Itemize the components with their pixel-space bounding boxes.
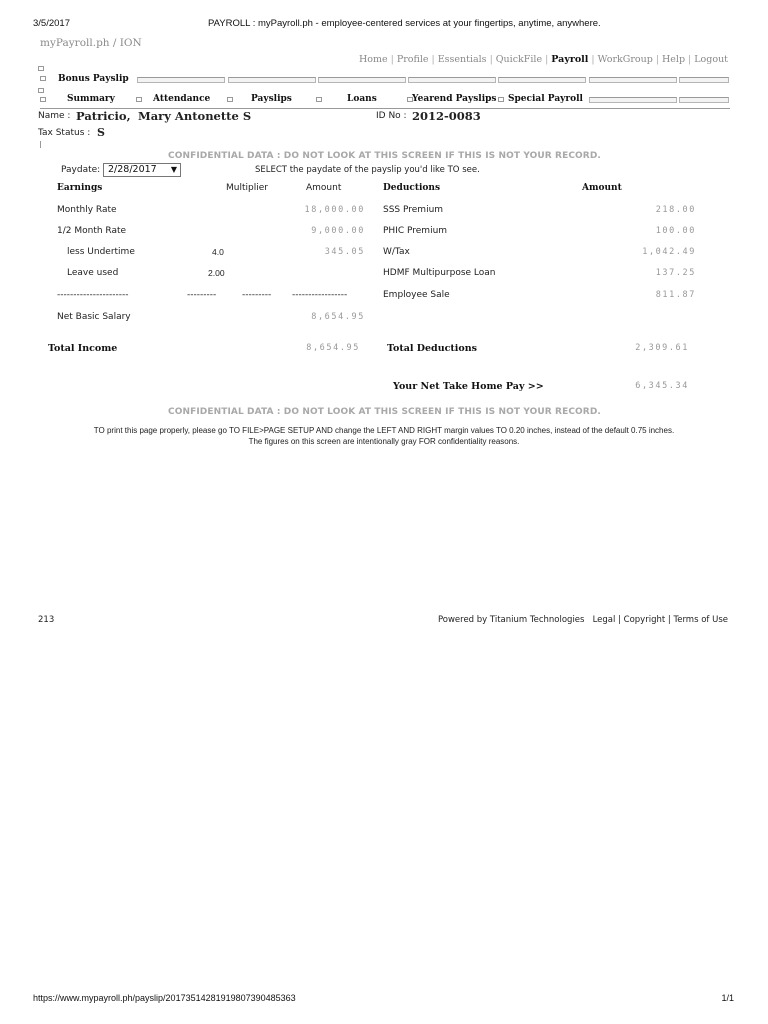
tab-payslips[interactable]: Payslips (251, 94, 292, 104)
paydate-hint: SELECT the paydate of the payslip you'd like TO see. (255, 165, 480, 175)
earnings-header: Earnings (57, 183, 103, 193)
menu-stub (679, 97, 729, 103)
deduction-amount: 100.00 (655, 226, 696, 236)
separator-dashes: --------- (242, 290, 272, 300)
earnings-label: less Undertime (67, 247, 135, 257)
tab-bullet-icon (227, 97, 233, 102)
multiplier-header: Multiplier (226, 183, 268, 193)
net-basic-salary-label: Net Basic Salary (57, 312, 131, 322)
deduction-label: HDMF Multipurpose Loan (383, 268, 496, 278)
net-take-home-label: Your Net Take Home Pay >> (393, 381, 544, 392)
deduction-label: SSS Premium (383, 205, 444, 215)
nav-home[interactable]: Home (359, 54, 388, 65)
footer-link-terms[interactable]: Terms of Use (673, 615, 728, 625)
powered-by-text: Powered by Titanium Technologies (437, 615, 585, 625)
employee-surname: Patricio, (76, 109, 131, 123)
deduction-label: PHIC Premium (383, 226, 448, 236)
footer-links (438, 615, 728, 625)
menu-stub (408, 77, 496, 83)
brand-logo: myPayroll.ph / ION (40, 37, 142, 49)
separator-dashes: ---------------------- (57, 290, 129, 300)
broken-image-icon (38, 66, 44, 71)
earnings-amount: 18,000.00 (304, 205, 365, 215)
nav-payroll[interactable]: Payroll (551, 54, 589, 65)
tax-status-label: Tax Status : (38, 128, 91, 138)
tab-attendance[interactable]: Attendance (153, 94, 211, 104)
footer-separator: | (667, 615, 671, 625)
employee-id-label: ID No : (376, 111, 407, 121)
deductions-header: Deductions (383, 183, 441, 193)
paydate-select[interactable] (103, 163, 181, 177)
total-income-value: 8,654.95 (306, 343, 360, 353)
deductions-amount-header: Amount (582, 183, 622, 193)
earnings-amount-header: Amount (306, 183, 342, 193)
tab-summary[interactable]: Summary (67, 94, 115, 104)
deduction-label: Employee Sale (383, 290, 450, 300)
earnings-multiplier: 4.0 (212, 247, 224, 257)
total-deductions-label: Total Deductions (387, 343, 477, 354)
tab-bullet-icon (316, 97, 322, 102)
earnings-amount: 9,000.00 (311, 226, 365, 236)
broken-image-icon (38, 88, 44, 93)
employee-id-value: 2012-0083 (412, 109, 481, 123)
earnings-label: Monthly Rate (57, 205, 117, 215)
nav-profile[interactable]: Profile (396, 54, 429, 65)
print-url: https://www.mypayroll.ph/payslip/20173514281919807390485363 (33, 993, 296, 1003)
nav-quickfile[interactable]: QuickFile (495, 54, 543, 65)
print-page-number: 1/1 (721, 993, 734, 1003)
paydate-label: Paydate: (61, 165, 101, 175)
nav-logout[interactable]: Logout (694, 54, 728, 65)
tab-bullet-icon (498, 97, 504, 102)
footer-code: 213 (38, 615, 55, 625)
earnings-amount: 345.05 (324, 247, 365, 257)
menu-bullet-icon (40, 76, 46, 81)
menu-bonus-payslip[interactable]: Bonus Payslip (58, 74, 129, 84)
separator-dashes: --------- (187, 290, 217, 300)
confidential-warning: CONFIDENTIAL DATA : DO NOT LOOK AT THIS SCREEN IF THIS IS NOT YOUR RECORD. (168, 151, 601, 161)
deduction-amount: 218.00 (655, 205, 696, 215)
total-income-label: Total Income (48, 343, 118, 354)
menu-stub (228, 77, 316, 83)
menu-stub (679, 77, 729, 83)
dropdown-arrow-icon: ▼ (170, 165, 177, 174)
footer-separator: | (618, 615, 621, 625)
nav-workgroup[interactable]: WorkGroup (597, 54, 653, 65)
menu-stub (318, 77, 406, 83)
print-page-title: PAYROLL : myPayroll.ph - employee-centered services at your fingertips, anytime, anywhere. (208, 18, 601, 29)
confidential-warning: CONFIDENTIAL DATA : DO NOT LOOK AT THIS SCREEN IF THIS IS NOT YOUR RECORD. (168, 407, 601, 417)
earnings-label: 1/2 Month Rate (57, 226, 127, 236)
tab-special-payroll[interactable]: Special Payroll (508, 94, 583, 104)
deduction-amount: 137.25 (655, 268, 696, 278)
menu-stub (498, 77, 586, 83)
nav-help[interactable]: Help (662, 54, 686, 65)
earnings-multiplier: 2.00 (208, 268, 225, 278)
paydate-value: 2/28/2017 (108, 164, 157, 175)
tab-yearend-payslips[interactable]: Yearend Payslips (412, 94, 497, 104)
tab-loans[interactable]: Loans (347, 94, 377, 104)
employee-name-label: Name : (38, 111, 71, 121)
deduction-label: W/Tax (383, 247, 410, 257)
deduction-amount: 811.87 (655, 290, 696, 300)
nav-essentials[interactable]: Essentials (437, 54, 487, 65)
total-deductions-value: 2,309.61 (635, 343, 689, 353)
tab-bullet-icon (136, 97, 142, 102)
tax-status-value: S (97, 126, 105, 139)
print-instructions: TO print this page properly, please go TO FILE>PAGE SETUP AND change the LEFT AND RIGHT margin values TO 0.20 inches, instead of the default 0.75 inches. (93, 426, 675, 435)
tab-bullet-icon (40, 97, 46, 102)
menu-stub (589, 97, 677, 103)
deduction-amount: 1,042.49 (642, 247, 696, 257)
earnings-label: Leave used (67, 268, 119, 278)
net-basic-salary-value: 8,654.95 (311, 312, 365, 322)
net-take-home-value: 6,345.34 (635, 381, 689, 391)
footer-link-legal[interactable]: Legal (592, 615, 616, 625)
separator-dashes: ----------------- (292, 290, 348, 300)
top-nav: Home | Profile | Essentials | QuickFile | Payroll | WorkGroup | Help | Logout (359, 54, 728, 65)
menu-stub (137, 77, 225, 83)
menu-stub (589, 77, 677, 83)
print-date: 3/5/2017 (33, 18, 70, 29)
broken-image-icon (40, 141, 41, 148)
confidentiality-note: The figures on this screen are intentionally gray FOR confidentiality reasons. (248, 437, 520, 446)
footer-link-copyright[interactable]: Copyright (623, 615, 666, 625)
employee-given-name: Mary Antonette S (138, 109, 252, 123)
